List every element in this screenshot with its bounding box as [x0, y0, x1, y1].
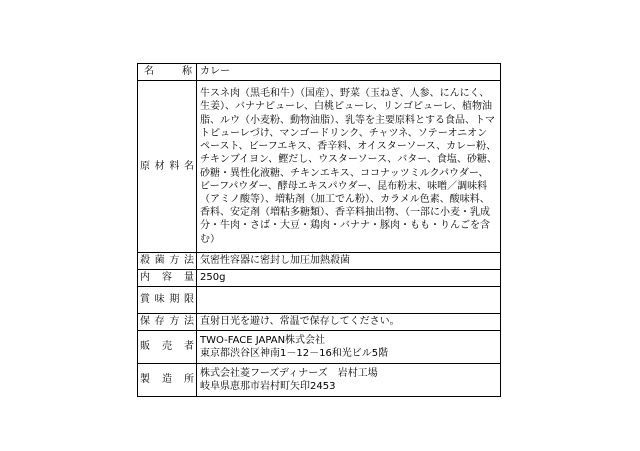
key-char: 味 — [154, 294, 165, 306]
maker-address: 岐阜県恵那市岩村町矢印2453 — [200, 381, 336, 392]
key-sterilization — [138, 253, 197, 270]
key-char: 名 — [183, 160, 194, 172]
key-char: 方 — [169, 255, 180, 267]
value-name: カレー — [197, 64, 501, 81]
key-ingredients — [138, 81, 197, 253]
maker-company: 株式会社菱フーズディナーズ 岩村工場 — [200, 367, 378, 379]
value-sterilization: 気密性容器に密封し加圧加熱殺菌 — [197, 253, 501, 270]
key-volume — [138, 270, 197, 287]
row-storage — [138, 314, 501, 331]
row-seller — [138, 331, 501, 364]
value-expiry — [197, 287, 501, 314]
key-char: 所 — [184, 374, 194, 386]
key-char: 製 — [140, 374, 150, 386]
key-char: 賞 — [140, 294, 150, 306]
key-char: 原 — [140, 160, 150, 172]
value-storage: 直射日光を避け、常温で保存してください。 — [197, 314, 501, 331]
key-seller-chars — [140, 340, 194, 353]
key-char: 法 — [183, 255, 194, 267]
row-expiry — [138, 287, 501, 314]
key-char: 名 — [144, 66, 154, 78]
value-seller — [197, 331, 501, 364]
key-char: 容 — [162, 272, 172, 284]
key-name — [138, 64, 197, 81]
key-char: 料 — [169, 160, 180, 172]
key-char: 販 — [140, 341, 150, 353]
key-expiry — [138, 287, 197, 314]
row-maker — [138, 364, 501, 397]
key-seller — [138, 331, 197, 364]
key-char: 量 — [184, 272, 194, 284]
key-maker-chars — [140, 373, 194, 386]
key-char: 者 — [184, 341, 194, 353]
key-ingredients-chars — [140, 160, 194, 173]
key-maker — [138, 364, 197, 397]
key-storage-chars — [140, 315, 194, 328]
row-sterilization — [138, 253, 501, 270]
key-char: 殺 — [140, 255, 150, 267]
key-sterilization-chars — [140, 254, 194, 267]
key-char: 造 — [162, 374, 172, 386]
key-char: 保 — [140, 316, 150, 328]
key-char: 期 — [169, 294, 180, 306]
row-ingredients — [138, 81, 501, 253]
key-char: 法 — [183, 316, 194, 328]
key-char: 材 — [154, 160, 165, 172]
value-volume: 250g — [197, 270, 501, 287]
key-volume-chars — [140, 271, 194, 284]
key-char: 称 — [182, 66, 192, 78]
key-char: 内 — [140, 272, 150, 284]
key-storage — [138, 314, 197, 331]
key-char: 存 — [154, 316, 165, 328]
key-expiry-chars — [140, 293, 194, 306]
seller-company: TWO-FACE JAPAN株式会社 — [200, 334, 326, 346]
row-name — [138, 64, 501, 81]
food-label-table — [137, 63, 501, 397]
key-char: 菌 — [154, 255, 165, 267]
key-char: 限 — [183, 294, 194, 306]
key-name-chars — [140, 65, 194, 78]
row-volume — [138, 270, 501, 287]
seller-address: 東京都渋谷区神南1－12－16和光ビル5階 — [200, 348, 389, 359]
key-char: 売 — [162, 341, 172, 353]
value-maker — [197, 364, 501, 397]
value-ingredients: 牛スネ肉（黒毛和牛）（国産）、野菜（玉ねぎ、人参、にんにく、生姜）、バナナピューレ、白桃ピューレ、リンゴピューレ、植物油脂、ルウ（小麦粉、動物油脂）、乳等を主要原料とする食品、トマトピューレづけ、マンゴードリンク、チャツネ、ソテーオニオンペースト、ビーフエキス、香辛料、オイスターソース、カレー粉、チキンブイヨン、鰹だし、ウスターソース、バター、食塩、砂糖、砂糖・異性化液糖、チキンエキス、ココナッツミルクパウダー、ビーフパウダー、酵母エキスパウダー、昆布粉末、味噌／調味料（アミノ酸等）、増粘剤（加工でん粉）、カラメル色素、酸味料、香料、安定剤（増粘多糖類）、香辛料抽出物、（一部に小麦・乳成分・牛肉・さば・大豆・鶏肉・バナナ・豚肉・もも・りんごを含む） — [197, 81, 501, 253]
key-char: 方 — [169, 316, 180, 328]
